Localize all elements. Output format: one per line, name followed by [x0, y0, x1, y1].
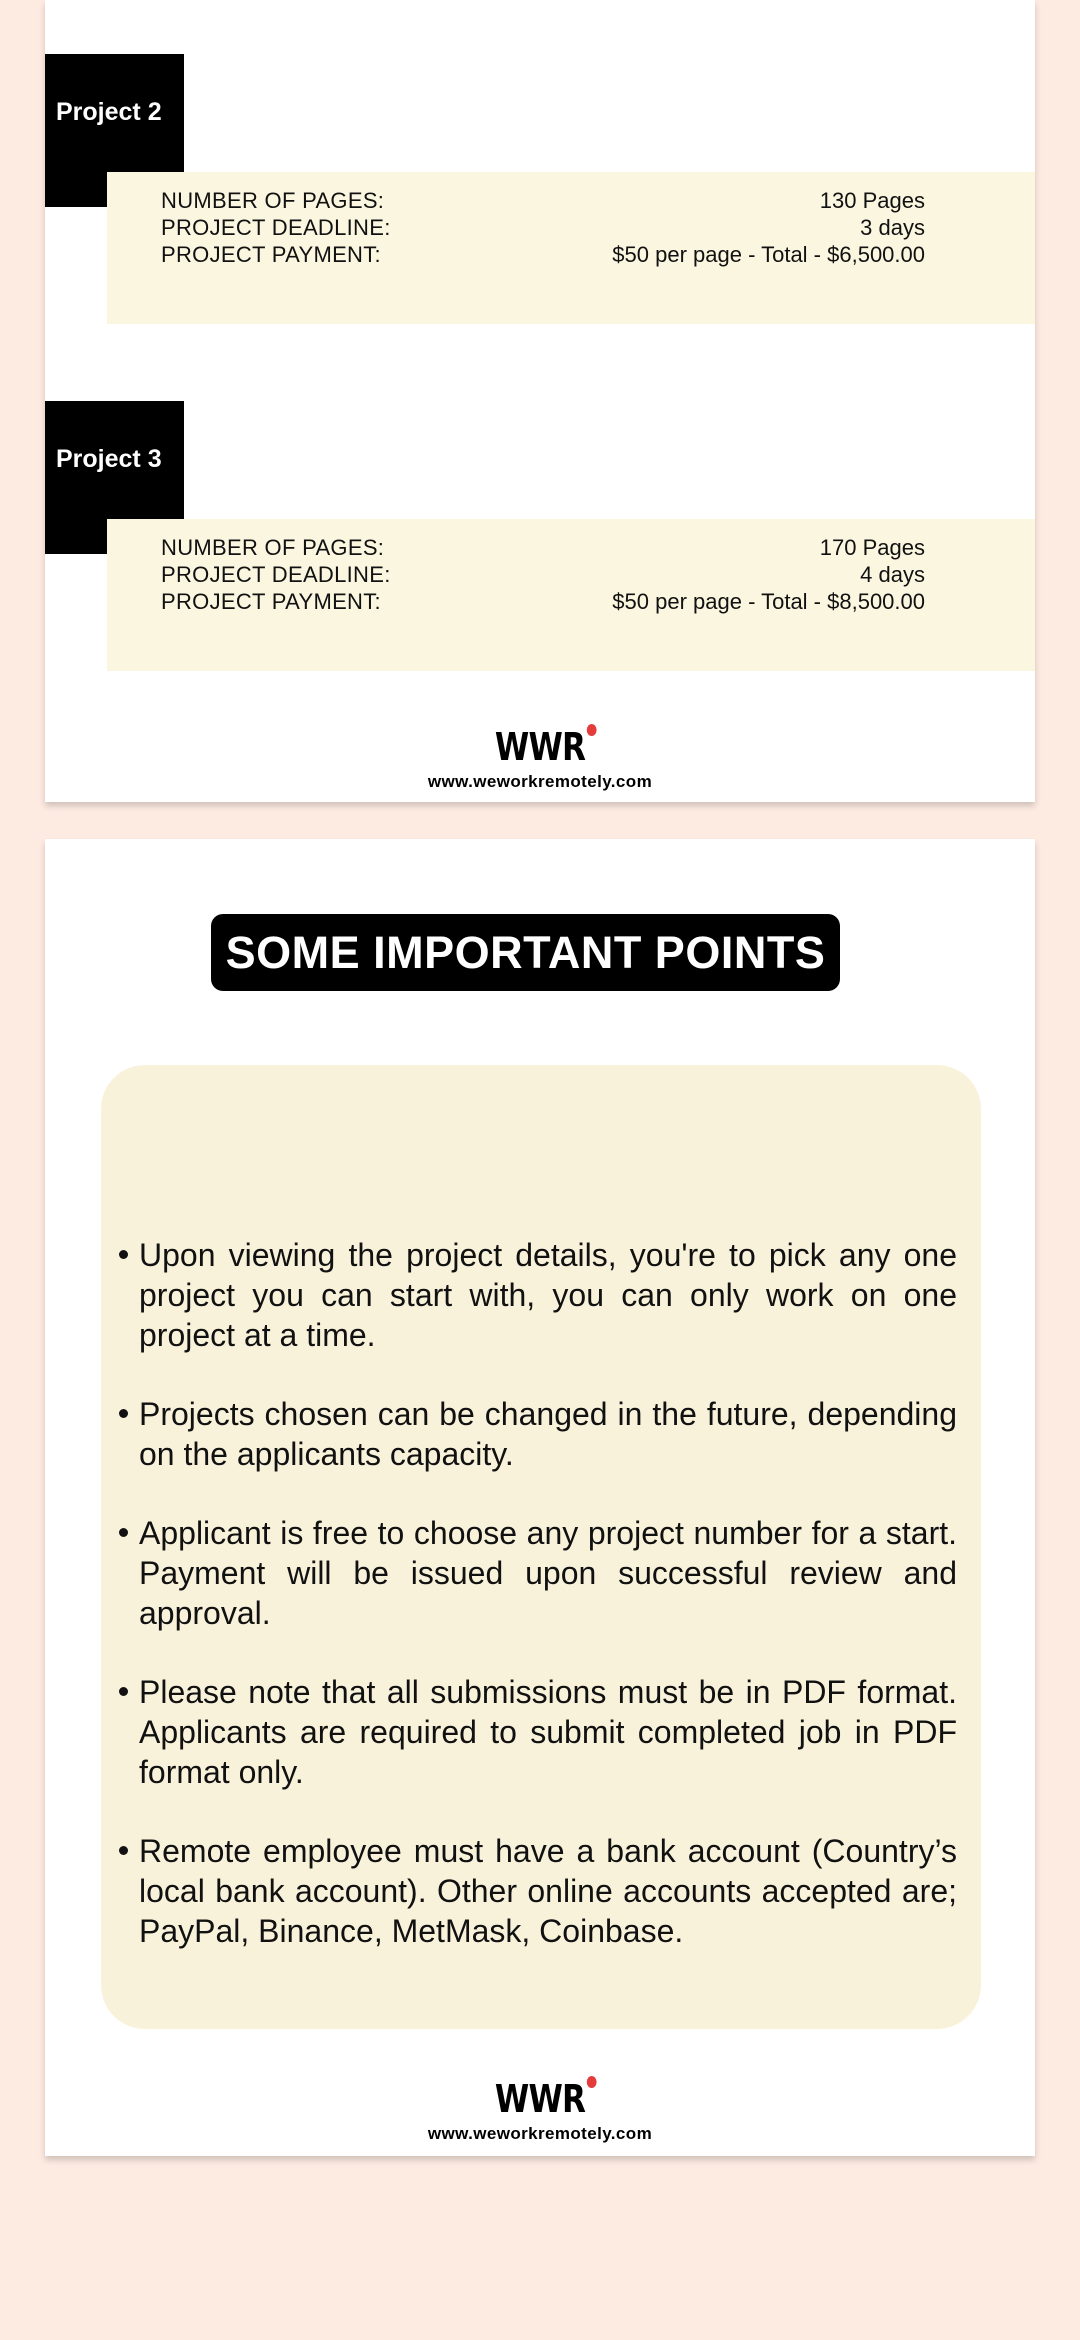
wwr-logo — [494, 2077, 586, 2121]
pages-value: 170 Pages — [819, 535, 925, 560]
list-item — [139, 1672, 957, 1792]
project-3-pages-row — [161, 534, 925, 562]
wwr-logo — [494, 725, 586, 769]
document-page-important-points — [45, 839, 1035, 2156]
wwr-logo-text: WWR — [494, 725, 586, 769]
payment-key: PROJECT PAYMENT: — [161, 589, 381, 614]
pages-key: NUMBER OF PAGES: — [161, 535, 385, 560]
bullet-icon — [119, 1687, 128, 1696]
point-text: Please note that all submissions must be in PDF format. Applicants are required to submit completed job in PDF format only. — [139, 1674, 957, 1790]
list-item — [139, 1235, 957, 1355]
logo-dot-icon — [587, 724, 597, 736]
bullet-icon — [119, 1528, 128, 1537]
bullet-icon — [119, 1846, 128, 1855]
project-3-deadline-row — [161, 561, 925, 589]
payment-value: $50 per page - Total - $6,500.00 — [612, 242, 925, 267]
important-points-list — [139, 1235, 957, 1990]
deadline-value: 3 days — [860, 215, 925, 240]
payment-value: $50 per page - Total - $8,500.00 — [612, 589, 925, 614]
footer-url: www.weworkremotely.com — [427, 772, 653, 791]
deadline-key: PROJECT DEADLINE: — [161, 562, 391, 587]
point-text: Applicant is free to choose any project number for a start. Payment will be issued upon successful review and approval. — [139, 1515, 957, 1631]
deadline-key: PROJECT DEADLINE: — [161, 215, 391, 240]
important-points-title: SOME IMPORTANT POINTS — [211, 914, 840, 991]
point-text: Projects chosen can be changed in the future, depending on the applicants capacity. — [139, 1396, 957, 1472]
project-2-pages-row — [161, 187, 925, 215]
payment-key: PROJECT PAYMENT: — [161, 242, 381, 267]
list-item — [139, 1831, 957, 1951]
pages-key: NUMBER OF PAGES: — [161, 188, 385, 213]
project-2-details — [107, 172, 1035, 324]
logo-dot-icon — [587, 2076, 597, 2088]
project-2-label-text: Project 2 — [56, 98, 162, 126]
project-3-label-text: Project 3 — [56, 445, 162, 473]
important-points-card — [101, 1065, 981, 2029]
footer-url: www.weworkremotely.com — [427, 2124, 653, 2143]
wwr-footer — [45, 725, 1035, 792]
project-2-payment-row — [161, 241, 925, 269]
wwr-logo-text: WWR — [494, 2077, 586, 2121]
project-3-payment-row — [161, 588, 925, 616]
list-item — [139, 1394, 957, 1474]
project-2-deadline-row — [161, 214, 925, 242]
list-item — [139, 1513, 957, 1633]
bullet-icon — [119, 1409, 128, 1418]
pages-value: 130 Pages — [819, 188, 925, 213]
bullet-icon — [119, 1250, 128, 1259]
point-text: Remote employee must have a bank account (Country’s local bank account). Other online accounts accepted are; PayPal, Binance, MetMask, Coinbase. — [139, 1833, 957, 1949]
point-text: Upon viewing the project details, you're to pick any one project you can start with, you can only work on one project at a time. — [139, 1237, 957, 1353]
document-page-projects — [45, 0, 1035, 802]
project-3-details — [107, 519, 1035, 671]
wwr-footer — [45, 2077, 1035, 2144]
deadline-value: 4 days — [860, 562, 925, 587]
